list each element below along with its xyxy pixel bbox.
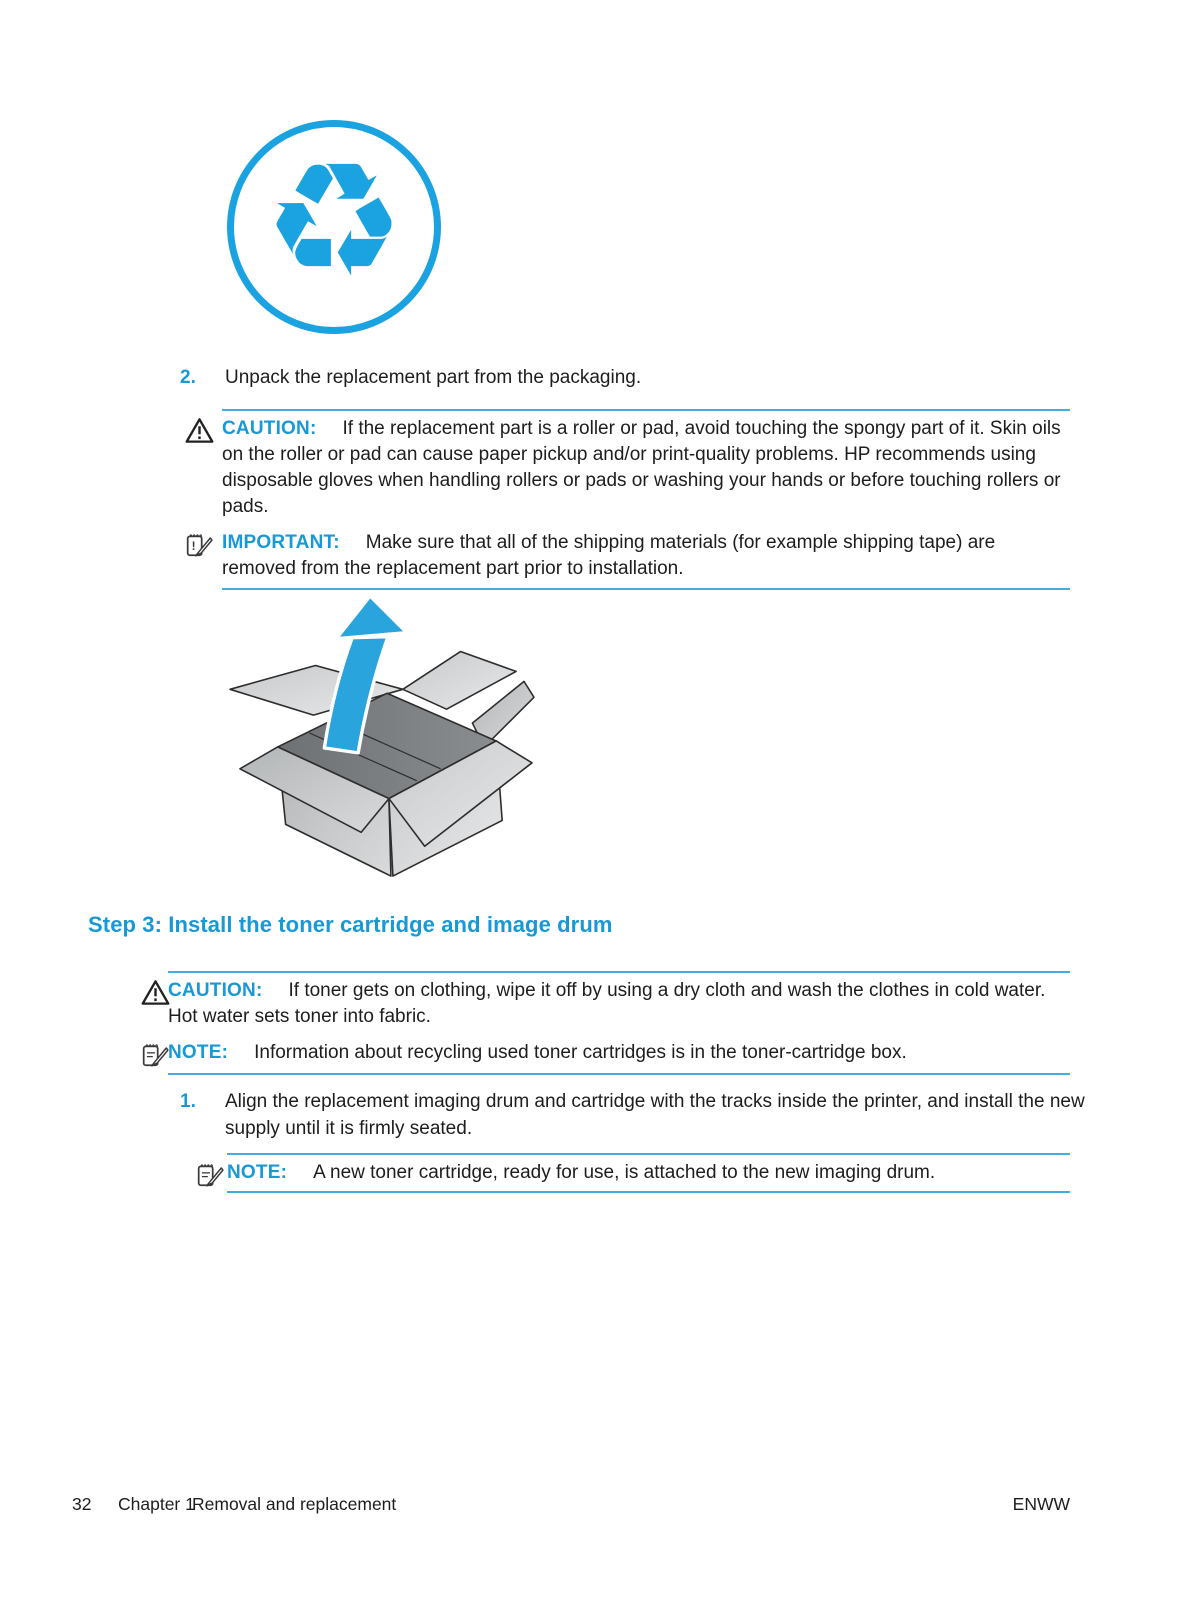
step-3-heading: Step 3: Install the toner cartridge and image drum (88, 912, 613, 937)
note-paragraph-2 (227, 1160, 1070, 1186)
important-paragraph (191, 530, 1070, 582)
footer-chapter-title: Removal and replacement (192, 1494, 397, 1514)
recycle-arrows-icon: ♻ (263, 133, 405, 309)
caution-label: CAUTION: (222, 418, 317, 439)
caution-label-2: CAUTION: (168, 980, 263, 1001)
note-notepad-icon (141, 1041, 171, 1069)
step-2-text: Unpack the replacement part from the packaging. (225, 367, 642, 388)
important-notepad-icon (185, 531, 215, 559)
svg-text:!: ! (191, 538, 196, 553)
caution-text-2: If toner gets on clothing, wipe it off by using a dry cloth and wash the clothes in cold water. Hot water sets toner into fabric. (168, 980, 1046, 1027)
note-label-2: NOTE: (227, 1162, 288, 1183)
note-text-1: Information about recycling used toner cartridges is in the toner-cartridge box. (254, 1042, 907, 1063)
footer-page-number: 32 (72, 1494, 92, 1514)
recycle-icon (227, 120, 441, 334)
note-text-2: A new toner cartridge, ready for use, is attached to the new imaging drum. (313, 1162, 936, 1183)
warning-triangle-icon (141, 979, 171, 1007)
important-text: Make sure that all of the shipping materials (for example shipping tape) are removed from the replacement part prior to installation. (222, 532, 996, 579)
caution-text: If the replacement part is a roller or pad, avoid touching the spongy part of it. Skin oils on the roller or pad can cause paper pickup and/or print-quality problems. HP recommends using disposable gloves when handling rollers or pads or washing your hands or before touching rollers or pads. (222, 418, 1061, 517)
warning-triangle-icon (185, 417, 215, 445)
caution-paragraph (222, 416, 1070, 520)
open-box-illustration (220, 586, 538, 884)
footer-chapter: Chapter 1 (118, 1494, 195, 1514)
caution-note-block (168, 971, 1070, 1075)
item-1-number: 1. (180, 1091, 196, 1112)
note-paragraph-1 (168, 1040, 1070, 1066)
note-label-1: NOTE: (168, 1042, 229, 1063)
step-2-item (180, 364, 1115, 391)
note-notepad-icon (196, 1161, 226, 1189)
footer-enww-label: ENWW (1012, 1494, 1070, 1514)
caution-important-block (191, 409, 1070, 590)
step-2-number: 2. (180, 367, 196, 388)
step-3-item-1 (180, 1088, 1115, 1142)
note-block-2 (227, 1153, 1070, 1193)
caution-paragraph-2 (168, 978, 1070, 1030)
page-footer (0, 1494, 1202, 1518)
important-label: IMPORTANT: (222, 532, 340, 553)
item-1-text: Align the replacement imaging drum and cartridge with the tracks inside the printer, and install the new supply until it is firmly seated. (225, 1091, 1085, 1139)
